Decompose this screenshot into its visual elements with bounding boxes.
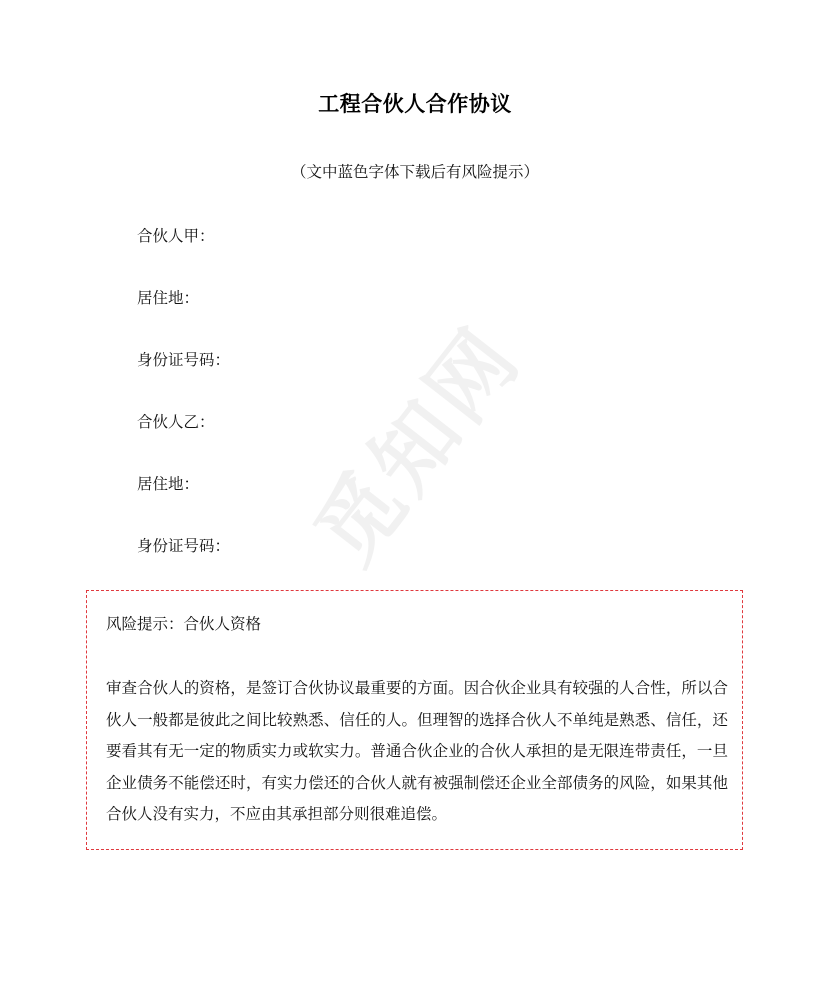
risk-notice-body: 审查合伙人的资格，是签订合伙协议最重要的方面。因合伙企业具有较强的人合性，所以合伙人一般都是彼此之间比较熟悉、信任的人。但理智的选择合伙人不单纯是熟悉、信任，还要看其有无一定的物质实力或软实力。普通合伙企业的合伙人承担的是无限连带责任，一旦企业债务不能偿还时，有实力偿还的合伙人就有被强制偿还企业全部债务的风险，如果其他合伙人没有实力，不应由其承担部分则很难追偿。 (106, 679, 728, 823)
field-id-number-a: 身份证号码： (137, 351, 231, 369)
field-id-number-b: 身份证号码： (137, 537, 231, 555)
watermark: 觅知网 (296, 308, 540, 582)
document-title: 工程合伙人合作协议 (318, 92, 512, 116)
field-residence-b: 居住地： (137, 475, 200, 493)
field-partner-a: 合伙人甲： (137, 227, 215, 245)
risk-notice-box (86, 590, 743, 850)
field-partner-b: 合伙人乙： (137, 413, 215, 431)
field-residence-a: 居住地： (137, 289, 200, 307)
document-subtitle: （文中蓝色字体下载后有风险提示） (290, 163, 539, 181)
risk-notice-title: 风险提示：合伙人资格 (106, 615, 262, 633)
